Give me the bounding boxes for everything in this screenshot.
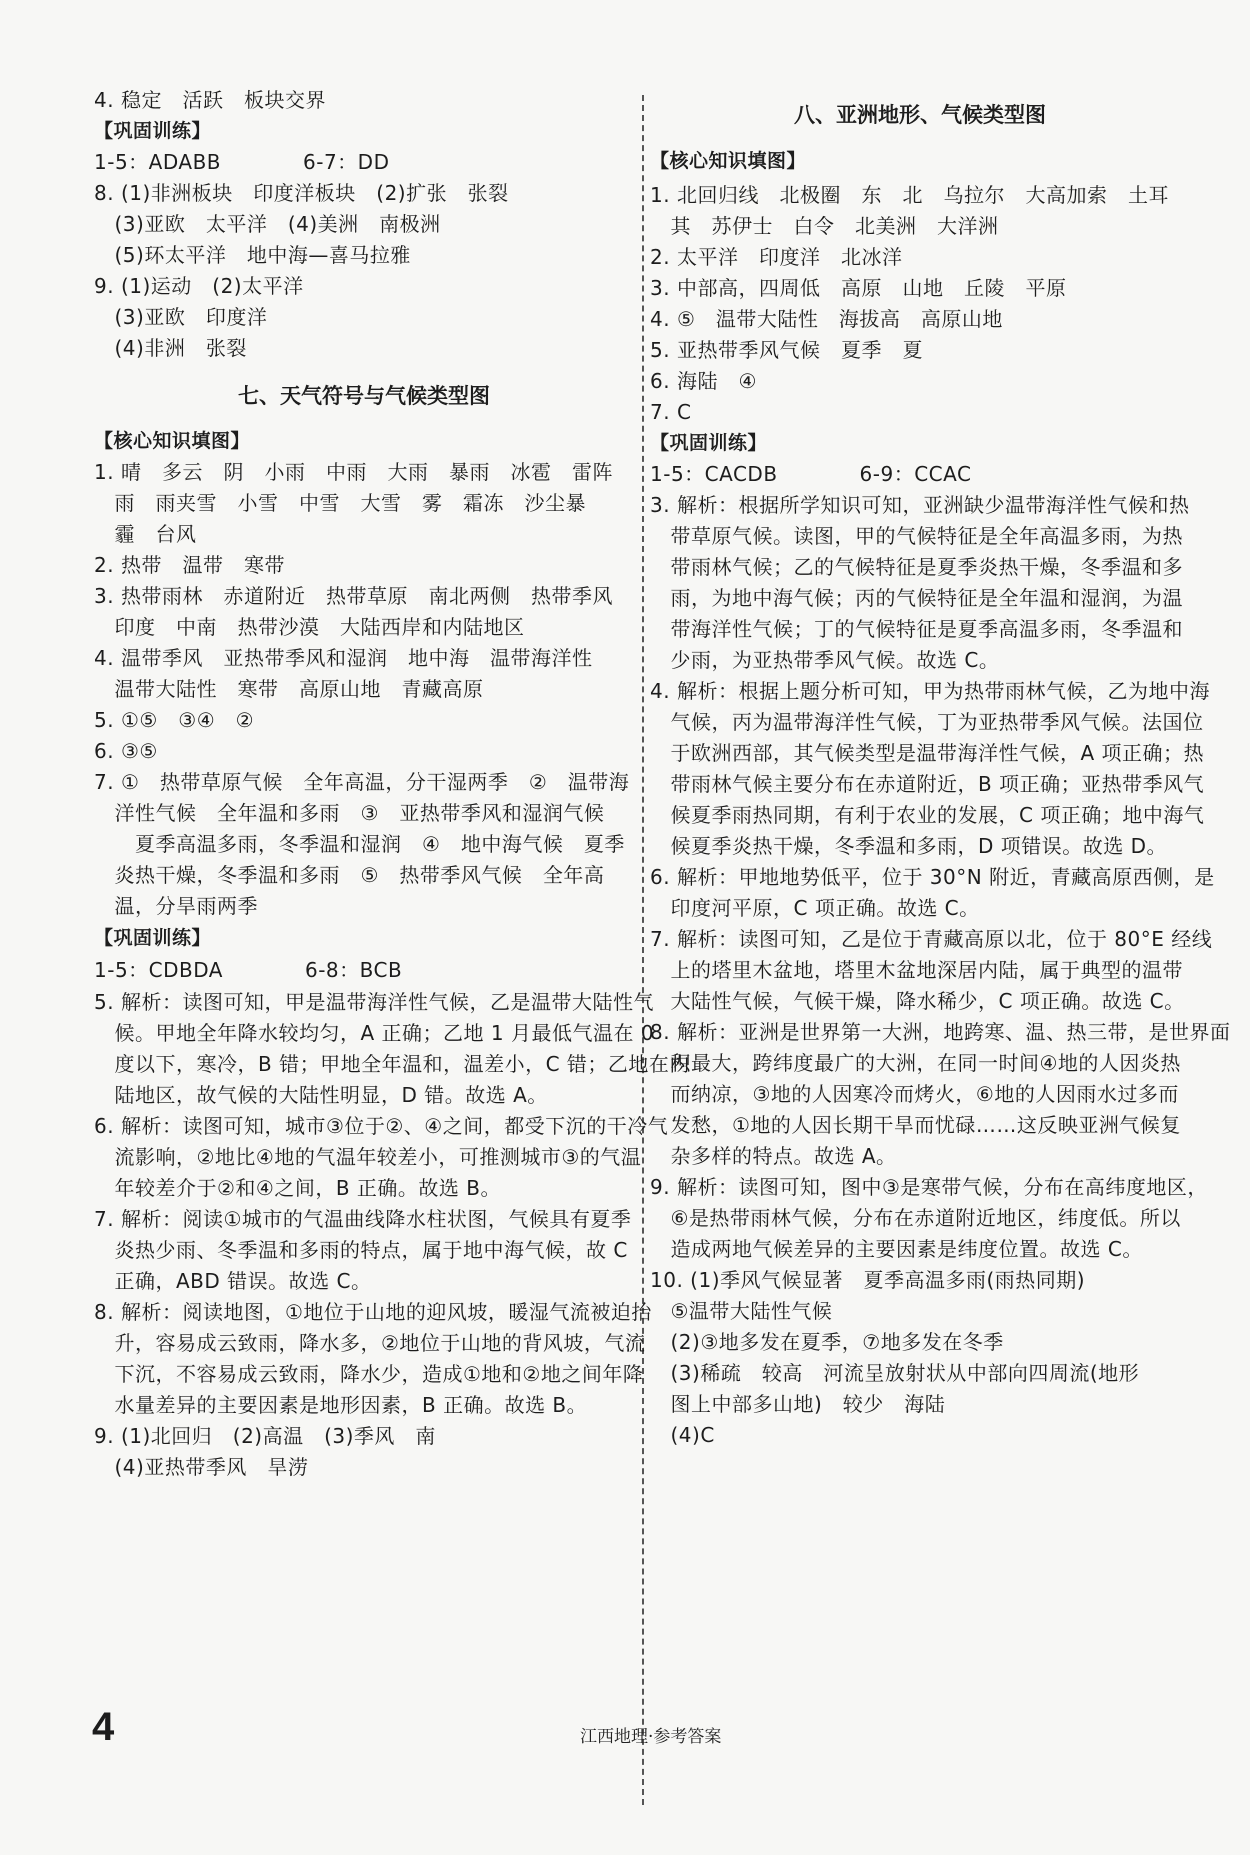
text-line: (4)非洲 张裂 — [94, 336, 247, 360]
text-line: 2. 热带 温带 寒带 — [94, 553, 285, 577]
section-tag: 【核心知识填图】 — [94, 430, 251, 452]
text-line: (3)亚欧 太平洋 (4)美洲 南极洲 — [94, 212, 441, 236]
text-line: 6. 解析：读图可知，城市③位于②、④之间，都受下沉的干冷气 — [94, 1114, 669, 1138]
text-line: 夏季高温多雨，冬季温和湿润 ④ 地中海气候 夏季 — [94, 832, 625, 856]
page-footer: 江西地理·参考答案 — [580, 1727, 722, 1747]
text-line: 8. 解析：亚洲是世界第一大洲，地跨寒、温、热三带，是世界面 — [650, 1020, 1231, 1044]
text-line: 升，容易成云致雨，降水多，②地位于山地的背风坡，气流 — [94, 1331, 646, 1355]
text-line: 3. 解析：根据所学知识可知，亚洲缺少温带海洋性气候和热 — [650, 493, 1190, 517]
text-line: 候夏季雨热同期，有利于农业的发展，C 项正确；地中海气 — [650, 803, 1205, 827]
text-line: 4. 稳定 活跃 板块交界 — [94, 88, 326, 112]
text-line: 洋性气候 全年温和多雨 ③ 亚热带季风和湿润气候 — [94, 801, 605, 825]
text-line: 3. 中部高，四周低 高原 山地 丘陵 平原 — [650, 276, 1067, 300]
column-divider — [642, 95, 644, 1805]
text-line: 发愁，①地的人因长期干旱而忧碌……这反映亚洲气候复 — [650, 1113, 1181, 1137]
text-line: ⑥是热带雨林气候，分布在赤道附近地区，纬度低。所以 — [650, 1206, 1181, 1230]
text-line: 4. 温带季风 亚热带季风和湿润 地中海 温带海洋性 — [94, 646, 593, 670]
text-line: 1. 晴 多云 阴 小雨 中雨 大雨 暴雨 冰雹 雷阵 — [94, 460, 613, 484]
text-line: 7. ① 热带草原气候 全年高温，分干湿两季 ② 温带海 — [94, 770, 630, 794]
text-line: 炎热干燥，冬季温和多雨 ⑤ 热带季风气候 全年高 — [94, 863, 605, 887]
text-line: 5. 亚热带季风气候 夏季 夏 — [650, 338, 923, 362]
text-line: 下沉，不容易成云致雨，降水少，造成①地和②地之间年降 — [94, 1362, 644, 1386]
text-line: 6. 海陆 ④ — [650, 369, 757, 393]
section-tag: 【巩固训练】 — [650, 432, 768, 454]
text-line: 4. 解析：根据上题分析可知，甲为热带雨林气候，乙为地中海 — [650, 679, 1210, 703]
text-line: 6. 解析：甲地地势低平，位于 30°N 附近，青藏高原西侧，是 — [650, 865, 1215, 889]
text-line: 带雨林气候；乙的气候特征是夏季炎热干燥，冬季温和多 — [650, 555, 1183, 579]
text-line: 8. (1)非洲板块 印度洋板块 (2)扩张 张裂 — [94, 181, 509, 205]
text-line: 流影响，②地比④地的气温年较差小，可推测城市③的气温 — [94, 1145, 642, 1169]
section-title: 八、亚洲地形、气候类型图 — [794, 102, 1046, 127]
text-line: 带雨林气候主要分布在赤道附近，B 项正确；亚热带季风气 — [650, 772, 1205, 796]
text-line: 雨，为地中海气候；丙的气候特征是全年温和湿润，为温 — [650, 586, 1183, 610]
text-line: 炎热少雨、冬季温和多雨的特点，属于地中海气候，故 C — [94, 1238, 628, 1262]
section-tag: 【巩固训练】 — [94, 927, 212, 949]
text-line: 温，分旱雨两季 — [94, 894, 258, 918]
text-line: 上的塔里木盆地，塔里木盆地深居内陆，属于典型的温带 — [650, 958, 1183, 982]
text-line: 大陆性气候，气候干燥，降水稀少，C 项正确。故选 C。 — [650, 989, 1185, 1013]
text-line: 5. 解析：读图可知，甲是温带海洋性气候，乙是温带大陆性气 — [94, 990, 654, 1014]
text-line: (4)亚热带季风 旱涝 — [94, 1455, 309, 1479]
text-line: 7. 解析：阅读①城市的气温曲线降水柱状图，气候具有夏季 — [94, 1207, 632, 1231]
text-line: 雨 雨夹雪 小雪 中雪 大雪 雾 霜冻 沙尘暴 — [94, 491, 586, 515]
text-line: 候。甲地全年降水较均匀，A 正确；乙地 1 月最低气温在 0 — [94, 1021, 655, 1045]
text-line: 霾 台风 — [94, 522, 197, 546]
text-line: 5. ①⑤ ③④ ② — [94, 708, 255, 732]
text-line: 造成两地气候差异的主要因素是纬度位置。故选 C。 — [650, 1237, 1143, 1261]
section-title: 七、天气符号与气候类型图 — [238, 383, 490, 408]
text-line: 1-5：CACDB 6-9：CCAC — [650, 462, 972, 486]
text-line: 候夏季炎热干燥，冬季温和多雨，D 项错误。故选 D。 — [650, 834, 1168, 858]
text-line: (5)环太平洋 地中海—喜马拉雅 — [94, 243, 411, 267]
text-line: 印度 中南 热带沙漠 大陆西岸和内陆地区 — [94, 615, 525, 639]
text-line: 7. C — [650, 400, 692, 424]
text-line: 9. (1)运动 (2)太平洋 — [94, 274, 304, 298]
text-line: 印度河平原，C 项正确。故选 C。 — [650, 896, 980, 920]
text-line: 少雨，为亚热带季风气候。故选 C。 — [650, 648, 1000, 672]
text-line: 6. ③⑤ — [94, 739, 158, 763]
text-line: (2)③地多发在夏季，⑦地多发在冬季 — [650, 1330, 1004, 1354]
text-line: 7. 解析：读图可知，乙是位于青藏高原以北，位于 80°E 经线 — [650, 927, 1213, 951]
text-line: 带草原气候。读图，甲的气候特征是全年高温多雨，为热 — [650, 524, 1183, 548]
text-line: 带海洋性气候；丁的气候特征是夏季高温多雨，冬季温和 — [650, 617, 1183, 641]
text-line: 而纳凉，③地的人因寒冷而烤火，⑥地的人因雨水过多而 — [650, 1082, 1179, 1106]
text-line: 气候，丙为温带海洋性气候，丁为亚热带季风气候。法国位 — [650, 710, 1204, 734]
text-line: 温带大陆性 寒带 高原山地 青藏高原 — [94, 677, 484, 701]
section-tag: 【巩固训练】 — [94, 120, 212, 142]
text-line: 年较差介于②和④之间，B 正确。故选 B。 — [94, 1176, 502, 1200]
section-tag: 【核心知识填图】 — [650, 150, 807, 172]
text-line: ⑤温带大陆性气候 — [650, 1299, 833, 1323]
text-line: (3)亚欧 印度洋 — [94, 305, 268, 329]
text-line: 3. 热带雨林 赤道附近 热带草原 南北两侧 热带季风 — [94, 584, 613, 608]
text-line: 图上中部多山地) 较少 海陆 — [650, 1392, 946, 1416]
text-line: 于欧洲西部，其气候类型是温带海洋性气候，A 项正确；热 — [650, 741, 1205, 765]
text-line: 1-5：CDBDA 6-8：BCB — [94, 958, 403, 982]
text-line: 正确，ABD 错误。故选 C。 — [94, 1269, 372, 1293]
text-line: (3)稀疏 较高 河流呈放射状从中部向四周流(地形 — [650, 1361, 1140, 1385]
text-line: 积最大，跨纬度最广的大洲，在同一时间④地的人因炎热 — [650, 1051, 1181, 1075]
text-line: 1. 北回归线 北极圈 东 北 乌拉尔 大高加索 土耳 — [650, 183, 1169, 207]
text-line: (4)C — [650, 1423, 715, 1447]
text-line: 水量差异的主要因素是地形因素，B 正确。故选 B。 — [94, 1393, 588, 1417]
text-line: 度以下，寒冷，B 错；甲地全年温和，温差小，C 错；乙地在内 — [94, 1052, 690, 1076]
text-line: 杂多样的特点。故选 A。 — [650, 1144, 897, 1168]
text-line: 陆地区，故气候的大陆性明显，D 错。故选 A。 — [94, 1083, 548, 1107]
text-line: 1-5：ADABB 6-7：DD — [94, 150, 390, 174]
text-line: 8. 解析：阅读地图，①地位于山地的迎风坡，暖湿气流被迫抬 — [94, 1300, 652, 1324]
text-line: 9. 解析：读图可知，图中③是寒带气候，分布在高纬度地区， — [650, 1175, 1208, 1199]
text-line: 10. (1)季风气候显著 夏季高温多雨(雨热同期) — [650, 1268, 1086, 1292]
text-line: 其 苏伊士 白令 北美洲 大洋洲 — [650, 214, 999, 238]
text-line: 4. ⑤ 温带大陆性 海拔高 高原山地 — [650, 307, 1003, 331]
text-line: 2. 太平洋 印度洋 北冰洋 — [650, 245, 903, 269]
text-line: 9. (1)北回归 (2)高温 (3)季风 南 — [94, 1424, 436, 1448]
page-number: 4 — [92, 1705, 115, 1749]
